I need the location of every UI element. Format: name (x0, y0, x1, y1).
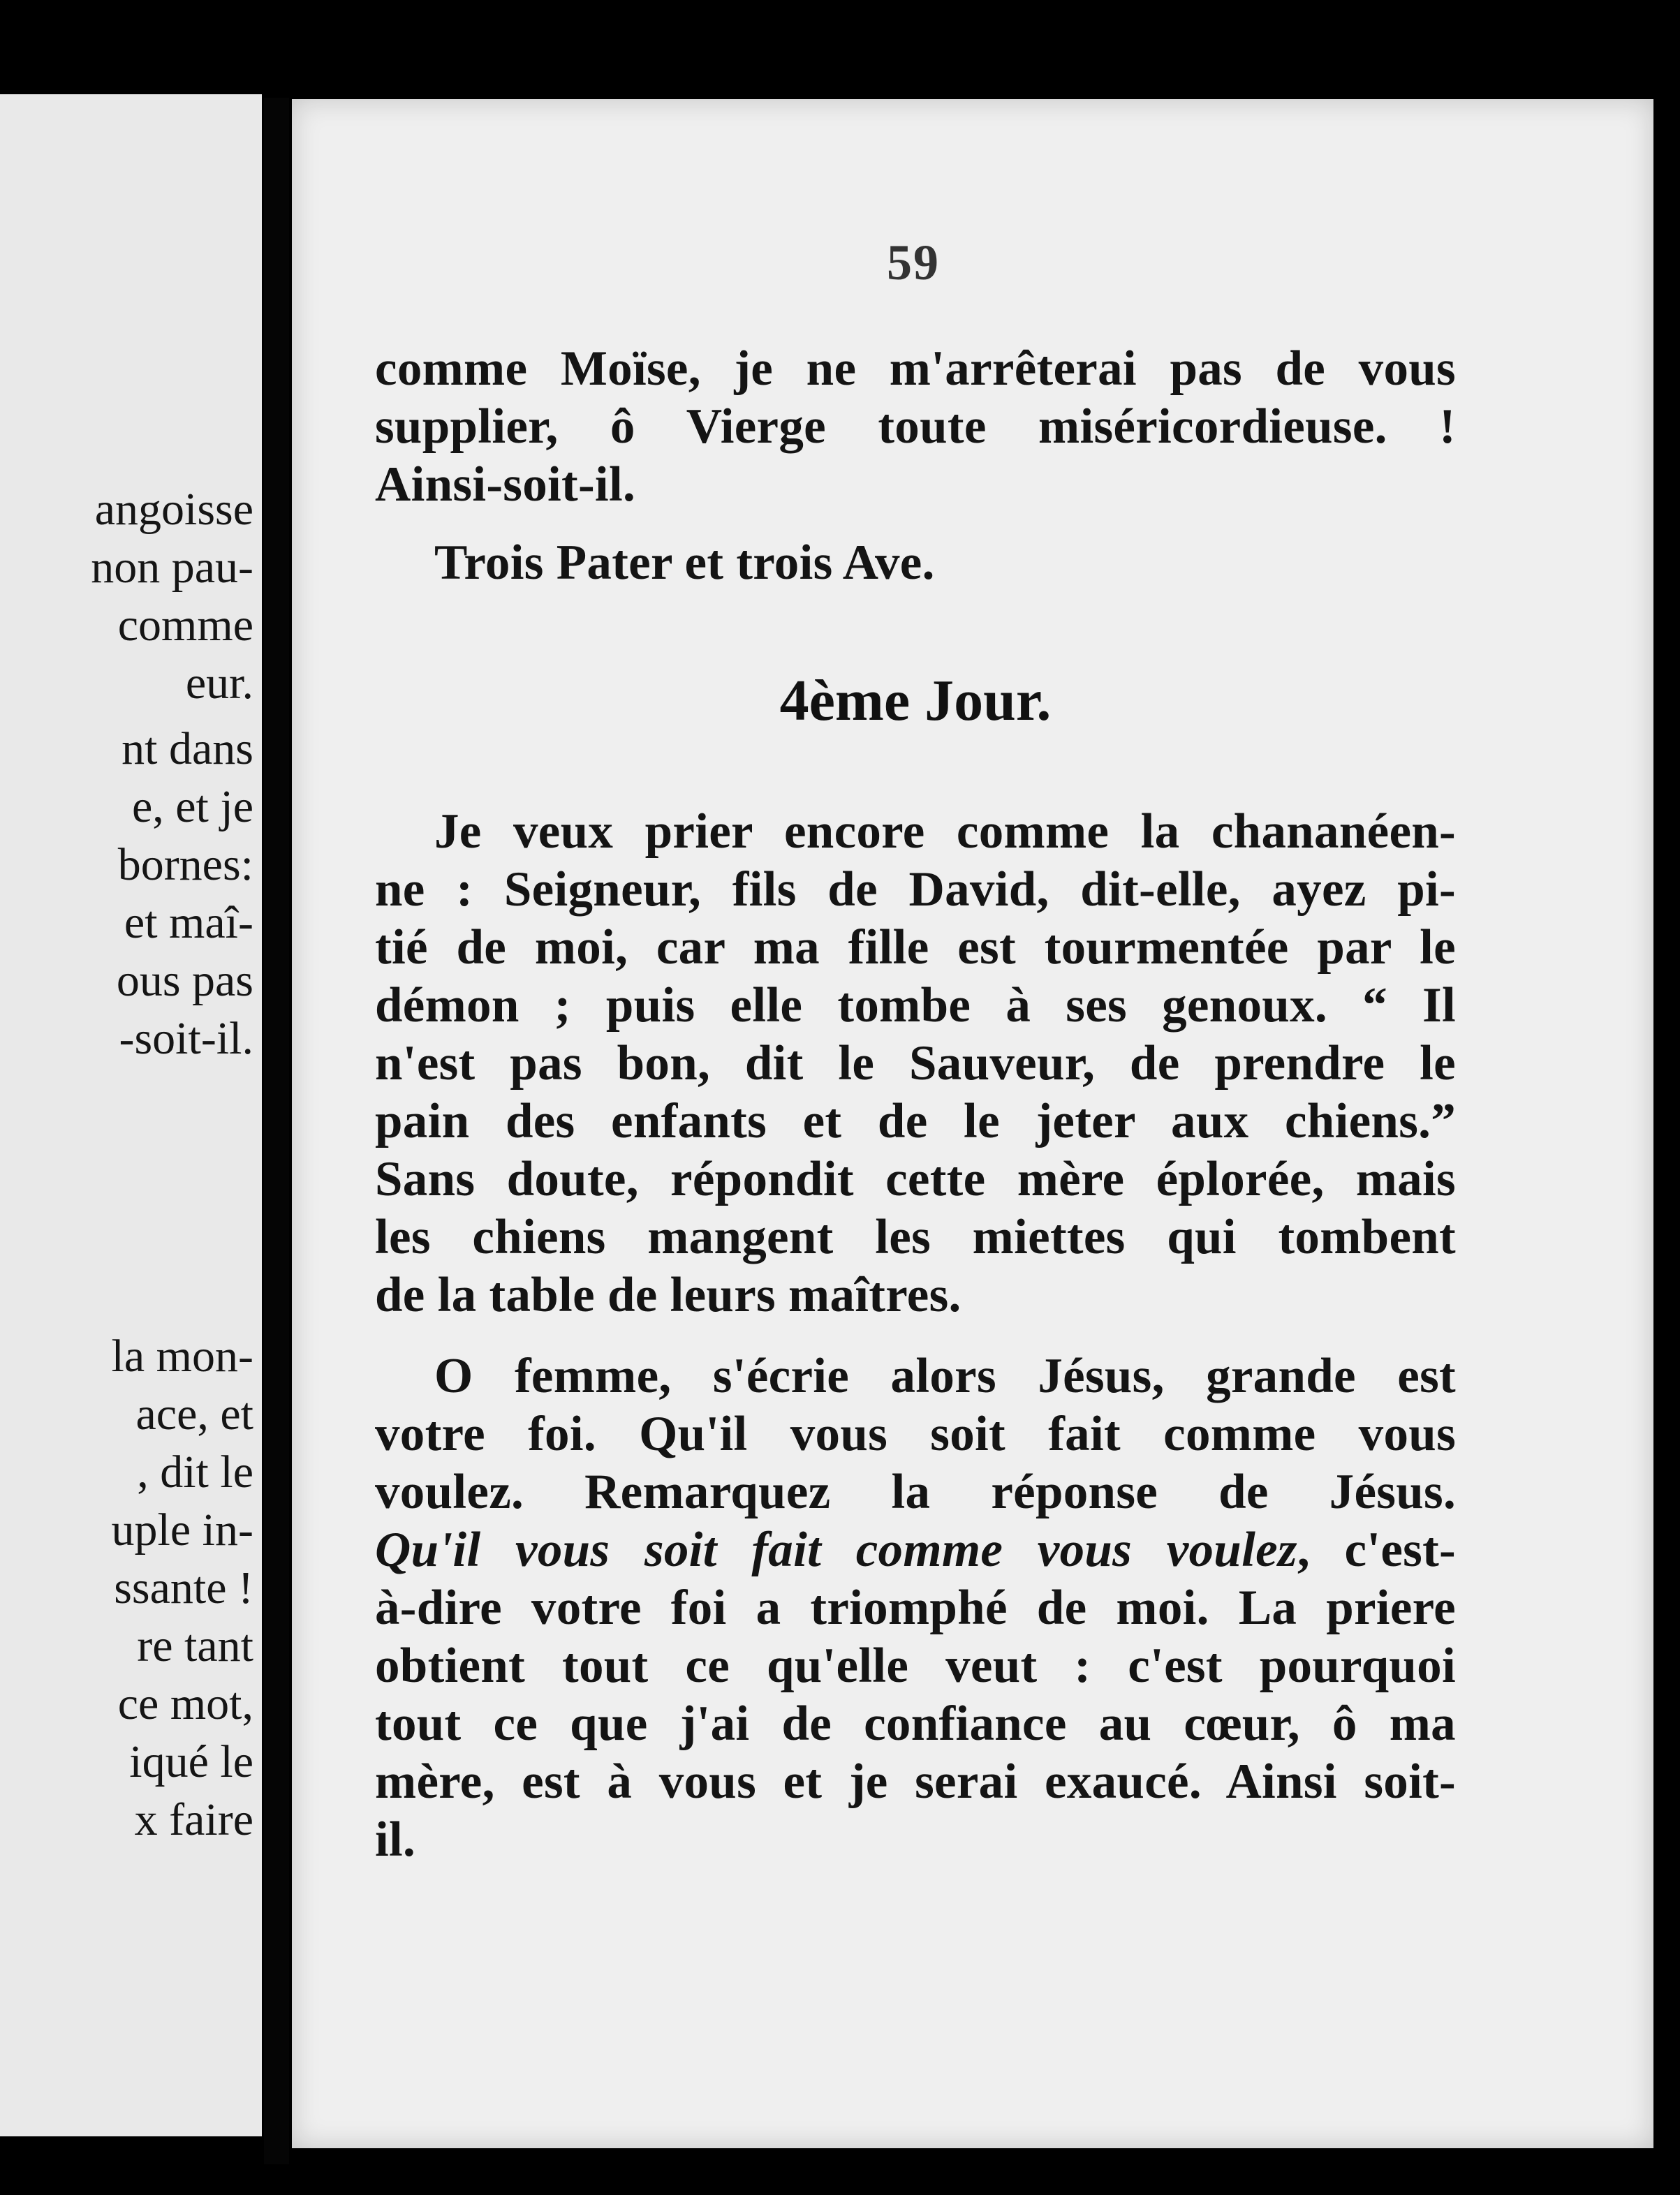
paragraph-2 (375, 1347, 1456, 1869)
text-line: Ainsi-soit-il. (375, 457, 636, 512)
text-line: supplier, ô Vierge toute miséricordieuse. ! (375, 399, 1456, 454)
left-fragment: uple in- (111, 1505, 253, 1555)
left-fragment: nt dans (121, 723, 253, 774)
left-fragment: ce mot, (117, 1678, 253, 1729)
left-fragment: et maî- (124, 897, 253, 948)
text-line: votre foi. Qu'il vous soit fait comme vous (375, 1407, 1456, 1461)
left-fragment: non pau- (91, 542, 253, 593)
text-line: de la table de leurs maîtres. (375, 1268, 961, 1322)
text-line: ne : Seigneur, fils de David, dit-elle, ayez pi- (375, 862, 1456, 917)
text-line: tout ce que j'ai de confiance au cœur, ô ma (375, 1697, 1456, 1751)
text-line: obtient tout ce qu'elle veut : c'est pourquoi (375, 1639, 1456, 1693)
left-fragment: comme (117, 600, 253, 651)
intro-paragraph (375, 340, 1456, 514)
left-fragment: , dit le (137, 1447, 253, 1498)
text-line (375, 1521, 1456, 1579)
left-fragment: iqué le (129, 1736, 253, 1787)
text-line: Je veux prier encore comme la chananéen- (434, 804, 1456, 859)
paragraph-1 (375, 803, 1456, 1324)
book-spine (264, 98, 289, 2164)
text-line: il. (375, 1812, 416, 1867)
text-line: démon ; puis elle tombe à ses genoux. “ Il (375, 978, 1456, 1033)
prayer-note (375, 534, 1456, 592)
left-fragment: la mon- (111, 1331, 253, 1382)
text-line: voulez. Remarquez la réponse de Jésus. (375, 1465, 1456, 1519)
text-line: à-dire votre foi a triomphé de moi. La priere (375, 1581, 1456, 1635)
left-fragment: ace, et (135, 1389, 253, 1440)
text-line: mère, est à vous et je serai exaucé. Ainsi soit- (375, 1754, 1456, 1809)
left-fragment: x faire (134, 1794, 253, 1845)
left-fragment: bornes: (117, 839, 253, 890)
text-line: Trois Pater et trois Ave. (434, 535, 935, 590)
text-line: tié de moi, car ma fille est tourmentée par le (375, 920, 1456, 975)
left-fragment: eur. (185, 658, 253, 709)
left-fragment: -soit-il. (119, 1013, 253, 1064)
left-fragment: ssante ! (114, 1562, 253, 1613)
left-fragment: ous pas (116, 955, 253, 1006)
text-line: pain des enfants et de le jeter aux chiens.” (375, 1094, 1456, 1148)
text-line: comme Moïse, je ne m'arrêterai pas de vous (375, 341, 1456, 396)
text-line: O femme, s'écrie alors Jésus, grande est (434, 1349, 1456, 1403)
italic-quote: Qu'il vous soit fait comme vous voulez (375, 1523, 1297, 1577)
quote-suffix: , c'est- (1297, 1523, 1456, 1577)
left-fragment: e, et je (131, 781, 253, 832)
left-fragment: re tant (137, 1620, 253, 1671)
day-heading: 4ème Jour. (779, 668, 1052, 733)
text-line: Sans doute, répondit cette mère éplorée, mais (375, 1152, 1456, 1206)
page-number: 59 (887, 235, 940, 290)
left-fragment: angoisse (94, 484, 253, 535)
left-facing-page (0, 94, 262, 2136)
text-line: n'est pas bon, dit le Sauveur, de prendre le (375, 1036, 1456, 1091)
text-line: les chiens mangent les miettes qui tombent (375, 1210, 1456, 1264)
